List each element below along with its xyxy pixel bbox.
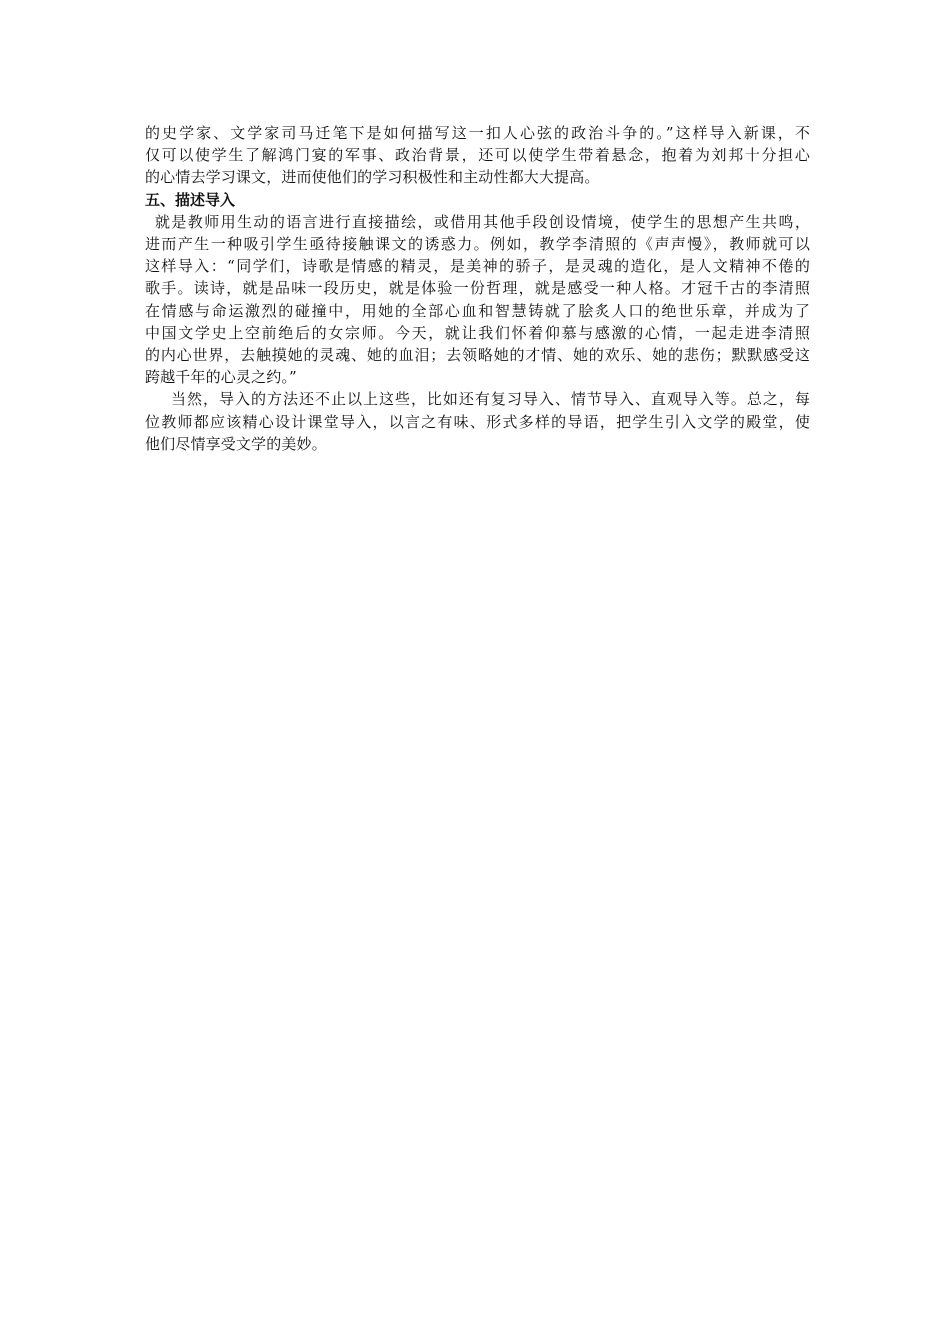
conclusion-paragraph	[145, 388, 810, 455]
paragraph-line: 进而产生一种吸引学生亟待接触课文的诱惑力。例如，教学李清照的《声声慢》，教师就可以	[145, 235, 810, 254]
paragraph-line: 的内心世界，去触摸她的灵魂、她的血泪；去领略她的才情、她的欢乐、她的悲伤；默默感受这	[145, 346, 810, 365]
paragraph-line: 跨越千年的心灵之约。”	[145, 368, 297, 387]
paragraph-line: 这样导入：“同学们，诗歌是情感的精灵，是美神的骄子，是灵魂的造化，是人文精神不倦的	[145, 257, 810, 276]
paragraph-line: 当然，导入的方法还不止以上这些，比如还有复习导入、情节导入、直观导入等。总之，每	[171, 390, 810, 409]
paragraph-line: 歌手。读诗，就是品味一段历史，就是体验一份哲理，就是感受一种人格。才冠千古的李清照	[145, 279, 810, 298]
paragraph-line: 位教师都应该精心设计课堂导入，以言之有味、形式多样的导语，把学生引入文学的殿堂，使	[145, 412, 810, 431]
description-paragraph	[145, 211, 810, 389]
paragraph-line: 就是教师用生动的语言进行直接描绘，或借用其他手段创设情境，使学生的思想产生共鸣，	[155, 212, 810, 231]
paragraph-line: 中国文学史上空前绝后的女宗师。今天，就让我们怀着仰慕与感激的心情，一起走进李清照	[145, 323, 810, 342]
document-body	[145, 122, 810, 455]
paragraph-line: 仅可以使学生了解鸿门宴的军事、政治背景，还可以使学生带着悬念，抱着为刘邦十分担心	[145, 146, 810, 165]
paragraph-line: 他们尽情享受文学的美妙。	[145, 434, 327, 453]
paragraph-line: 在情感与命运激烈的碰撞中，用她的全部心血和智慧铸就了脍炙人口的绝世乐章，并成为了	[145, 301, 810, 320]
intro-paragraph	[145, 122, 810, 189]
paragraph-line: 的史学家、文学家司马迁笔下是如何描写这一扣人心弦的政治斗争的。”这样导入新课，不	[145, 124, 810, 142]
paragraph-line: 的心情去学习课文，进而使他们的学习积极性和主动性都大大提高。	[145, 168, 600, 187]
section-heading: 五、描述导入	[145, 190, 236, 209]
